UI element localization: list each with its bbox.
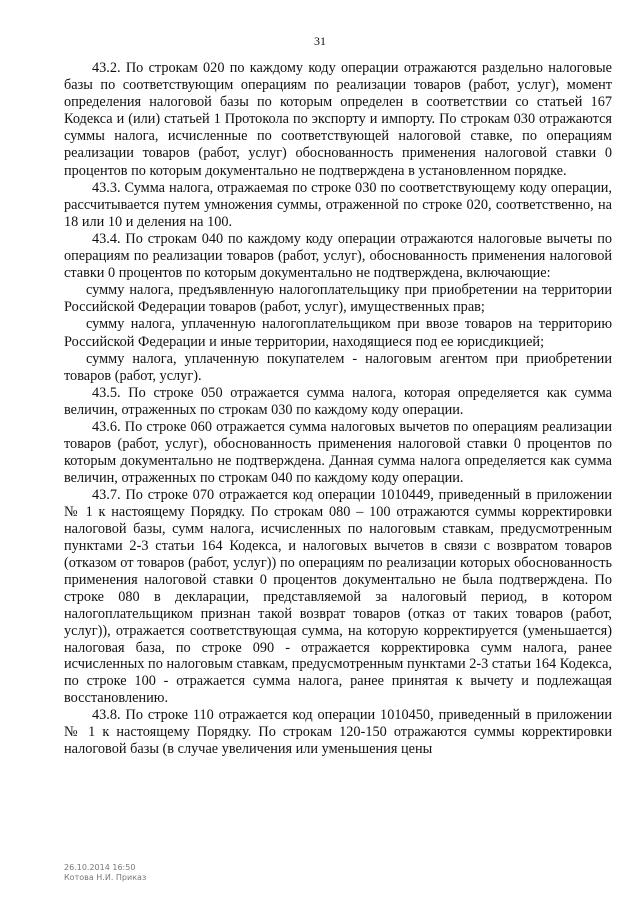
paragraph-43-8: 43.8. По строке 110 отражается код операции 1010450, приведенный в приложении № 1 к настоящему Порядку. По строкам 120-150 отражаются суммы корректировки налоговой базы (в случае увеличения или уменьшения цены	[64, 707, 612, 757]
list-item-tax-import: сумму налога, уплаченную налогоплательщиком при ввозе товаров на территорию Российской Федерации и иные территории, находящиеся под ее юрисдикцией;	[64, 316, 612, 350]
list-item-tax-presented: сумму налога, предъявленную налогоплательщику при приобретении на территории Российской Федерации товаров (работ, услуг), имущественных прав;	[64, 282, 612, 316]
paragraph-43-7: 43.7. По строке 070 отражается код операции 1010449, приведенный в приложении № 1 к настоящему Порядку. По строкам 080 – 100 отражаются суммы корректировки налоговой базы, сумм налога, исчисленных по налоговым ставкам, предусмотренным пунктами 2-3 статьи 164 Кодекса, и налоговых вычетов в связи с возвратом товаров (отказом от товаров (работ, услуг)) по операциям по реализации которых обоснованность применения налоговой ставки 0 процентов документально не была подтверждена. По строке 080 в декларации, представляемой за налоговый период, в котором налогоплательщиком признан такой возврат товаров (отказ от таких товаров (работ, услуг)), отражается соответствующая сумма, на которую корректируется (уменьшается) налоговая база, по строке 090 - отражается корректировка сумм налога, ранее исчисленных по налоговым ставкам, предусмотренным пунктами 2-3 статьи 164 Кодекса, по строке 100 - отражается сумма налога, ранее принятая к вычету и подлежащая восстановлению.	[64, 487, 612, 707]
paragraph-43-2: 43.2. По строкам 020 по каждому коду операции отражаются раздельно налоговые базы по соответствующим операциям по реализации товаров (работ, услуг), момент определения налоговой базы по которым определен в соответствии со статьей 167 Кодекса и (или) статьей 1 Протокола по экспорту и импорту. По строкам 030 отражаются суммы налога, исчисленные по соответствующей налоговой ставке, по операциям реализации товаров (работ, услуг) обоснованность применения налоговой ставки 0 процентов по которым документально не подтверждена в установленном порядке.	[64, 60, 612, 179]
paragraph-43-6: 43.6. По строке 060 отражается сумма налоговых вычетов по операциям реализации товаров (работ, услуг), обоснованность применения налоговой ставки 0 процентов по которым документально не подтверждена. Данная сумма налога определяется как сумма величин, отраженных по строкам 040 по каждому коду операции.	[64, 418, 612, 487]
page-body	[64, 60, 612, 758]
footer-timestamp: 26.10.2014 16:50	[64, 863, 136, 872]
page-number: 31	[314, 34, 326, 48]
paragraph-43-3: 43.3. Сумма налога, отражаемая по строке 030 по соответствующему коду операции, рассчитывается путем умножения суммы, отраженной по строке 020, соответственно, на 18 или 10 и деления на 100.	[64, 179, 612, 230]
paragraph-43-5: 43.5. По строке 050 отражается сумма налога, которая определяется как сумма величин, отраженных по строкам 030 по каждому коду операции.	[64, 384, 612, 418]
footer-stamp	[64, 863, 146, 883]
list-item-tax-agent: сумму налога, уплаченную покупателем - налоговым агентом при приобретении товаров (работ, услуг).	[64, 350, 612, 384]
paragraph-43-4: 43.4. По строкам 040 по каждому коду операции отражаются налоговые вычеты по операциям по реализации товаров (работ, услуг), обоснованность применения налоговой ставки 0 процентов по которым документально не подтверждена, включающие:	[64, 230, 612, 282]
footer-author: Котова Н.И. Приказ	[64, 873, 147, 882]
